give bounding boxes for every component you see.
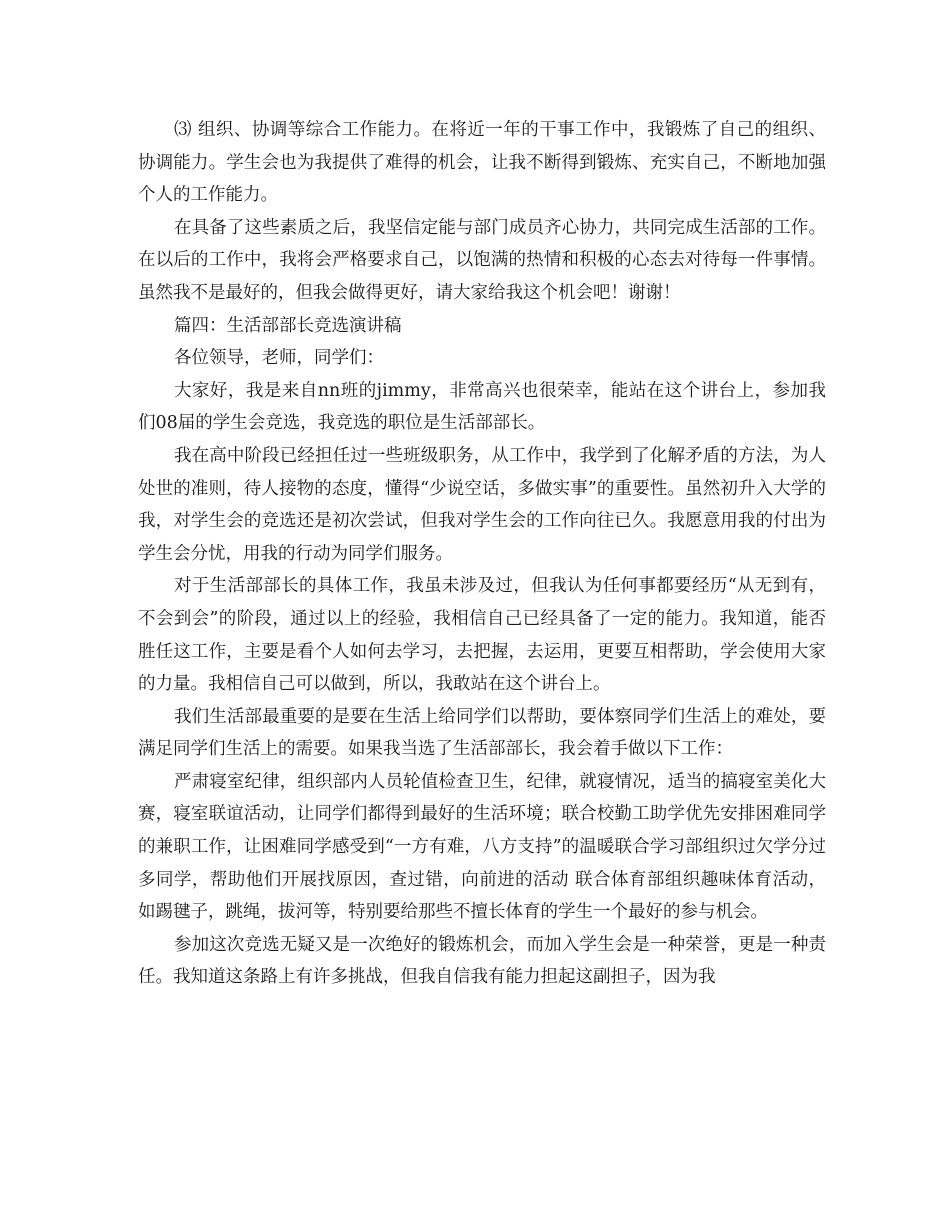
paragraph: ⑶ 组织、协调等综合工作能力。在将近一年的干事工作中，我锻炼了自己的组织、协调能力。学生会也为我提供了难得的机会，让我不断得到锻炼、充实自己，不断地加强个人的工作能力。 — [138, 120, 826, 206]
paragraph: 参加这次竞选无疑又是一次绝好的锻炼机会，而加入学生会是一种荣誉，更是一种责任。我知道这条路上有许多挑战，但我自信我有能力担起这副担子，因为我 — [138, 934, 826, 988]
paragraph: 大家好，我是来自nn班的jimmy，非常高兴也很荣幸，能站在这个讲台上，参加我们08届的学生会竞选，我竞选的职位是生活部部长。 — [138, 380, 826, 434]
paragraph: 我们生活部最重要的是要在生活上给同学们以帮助，要体察同学们生活上的难处，要满足同学们生活上的需要。如果我当选了生活部部长，我会着手做以下工作： — [138, 706, 826, 760]
paragraph: 对于生活部部长的具体工作，我虽未涉及过，但我认为任何事都要经历“从无到有，不会到会”的阶段，通过以上的经验，我相信自己已经具备了一定的能力。我知道，能否胜任这工作，主要是看个人如何去学习，去把握，去运用，更要互相帮助，学会使用大家的力量。我相信自己可以做到，所以，我敢站在这个讲台上。 — [138, 576, 826, 695]
section-heading: 篇四：生活部部长竞选演讲稿 — [174, 315, 402, 336]
salutation: 各位领导，老师，同学们： — [174, 348, 384, 369]
document-body — [138, 114, 826, 994]
paragraph: 严肃寝室纪律，组织部内人员轮值检查卫生，纪律，就寝情况，适当的搞寝室美化大赛，寝室联谊活动，让同学们都得到最好的生活环境；联合校勤工助学优先安排困难同学的兼职工作，让困难同学感受到“一方有难，八方支持”的温暖联合学习部组织过欠学分过多同学，帮助他们开展找原因，查过错，向前进的活动 联合体育部组织趣味体育活动，如踢毽子，跳绳，拔河等，特别要给那些不擅长体育的学生一个最好的参与机会。 — [138, 771, 826, 923]
paragraph: 我在高中阶段已经担任过一些班级职务，从工作中，我学到了化解矛盾的方法，为人处世的准则，待人接物的态度，懂得“少说空话，多做实事”的重要性。虽然初升入大学的我，对学生会的竞选还是初次尝试，但我对学生会的工作向往已久。我愿意用我的付出为学生会分忧，用我的行动为同学们服务。 — [138, 445, 826, 564]
paragraph: 在具备了这些素质之后，我坚信定能与部门成员齐心协力，共同完成生活部的工作。在以后的工作中，我将会严格要求自己，以饱满的热情和积极的心态去对待每一件事情。虽然我不是最好的，但我会做得更好，请大家给我这个机会吧！谢谢！ — [138, 217, 826, 303]
